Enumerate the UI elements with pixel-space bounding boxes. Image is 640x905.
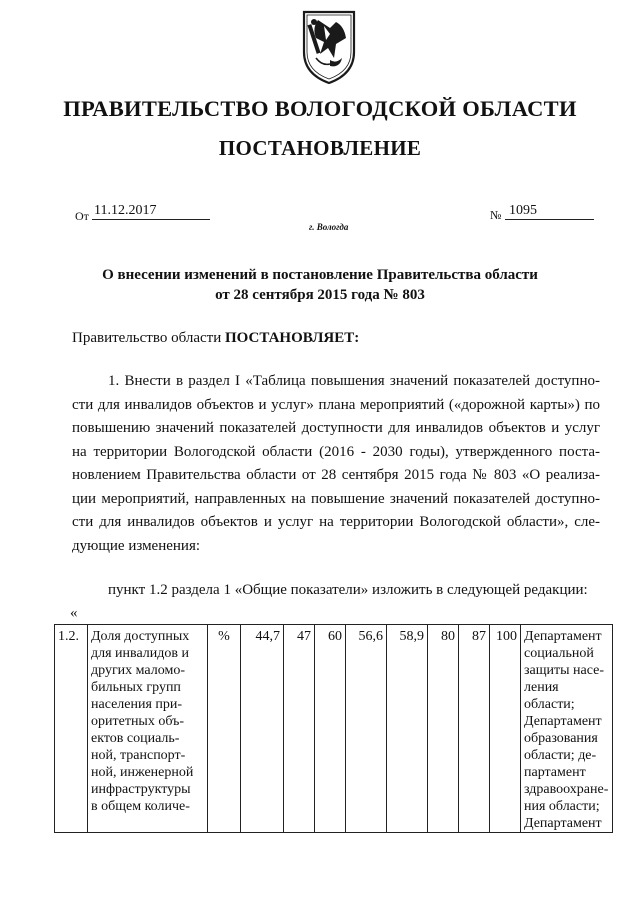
paragraph-line: на территории Вологодской области (2016 - 2030 годы), утвержденного поста- [72,443,600,460]
paragraph-line: дующие изменения: [72,537,201,554]
value-cell: 44,7 [241,625,284,833]
value-cell: 47 [284,625,315,833]
paragraph-line: новлением Правительства области от 28 сентября 2015 года № 803 «О реализа- [72,467,600,483]
decree-prefix: Правительство области [72,330,222,346]
value-cell: 58,9 [387,625,428,833]
paragraph-line: 1. Внести в раздел I «Таблица повышения значений показателей доступно- [108,373,600,389]
value-cell: 60 [315,625,346,833]
paragraph-line: ции мероприятий, направленных на повышение значений показателей доступно- [72,490,600,507]
value-cell: 87 [459,625,490,833]
value-cell: 100 [490,625,521,833]
responsible-cell: Департамент социальной защиты насе- ления области; Департамент образования области; де- партамент здравоохране- ния области; Департамент [521,625,613,833]
paragraph-line: сти для инвалидов объектов и услуг» плана мероприятий («дорожной карты») по [72,396,600,413]
decree-keyword: ПОСТАНОВЛЯЕТ: [224,330,360,346]
subject-line-2: от 28 сентября 2015 года № 803 [215,287,425,303]
date-label: От [75,209,89,223]
city-label: г. Вологда [309,222,349,232]
number-value: 1095 [505,203,594,220]
paragraph-line: сти для инвалидов объектов и услуг на территории Вологодской области», сле- [72,514,600,530]
paragraph-line: повышению значений показателей доступности для инвалидов объектов и услуг [72,420,600,436]
table-row [55,625,613,833]
value-cell: 80 [428,625,459,833]
coat-of-arms-emblem [300,8,358,86]
subject-line-1: О внесении изменений в постановление Правительства области [102,267,538,283]
row-number-cell: 1.2. [55,625,88,833]
indicators-table [54,624,613,833]
organization-title: ПРАВИТЕЛЬСТВО ВОЛОГОДСКОЙ ОБЛАСТИ [63,96,577,121]
value-cell: 56,6 [346,625,387,833]
document-subject [0,265,640,305]
decree-line [72,330,359,347]
main-paragraph [72,370,600,558]
point-instruction: пункт 1.2 раздела 1 «Общие показатели» изложить в следующей редакции: [108,582,588,598]
date-value: 11.12.2017 [92,203,210,220]
indicator-name-cell: Доля доступных для инвалидов и других маломо- бильных групп населения при- оритетных объ- ектов социаль- ной, транспорт- ной, инженерной инфраструктуры в общем количе- [88,625,208,833]
document-type-title: ПОСТАНОВЛЕНИЕ [218,136,422,160]
unit-cell: % [208,625,241,833]
number-label: № [490,208,502,222]
open-quote: « [70,605,78,621]
